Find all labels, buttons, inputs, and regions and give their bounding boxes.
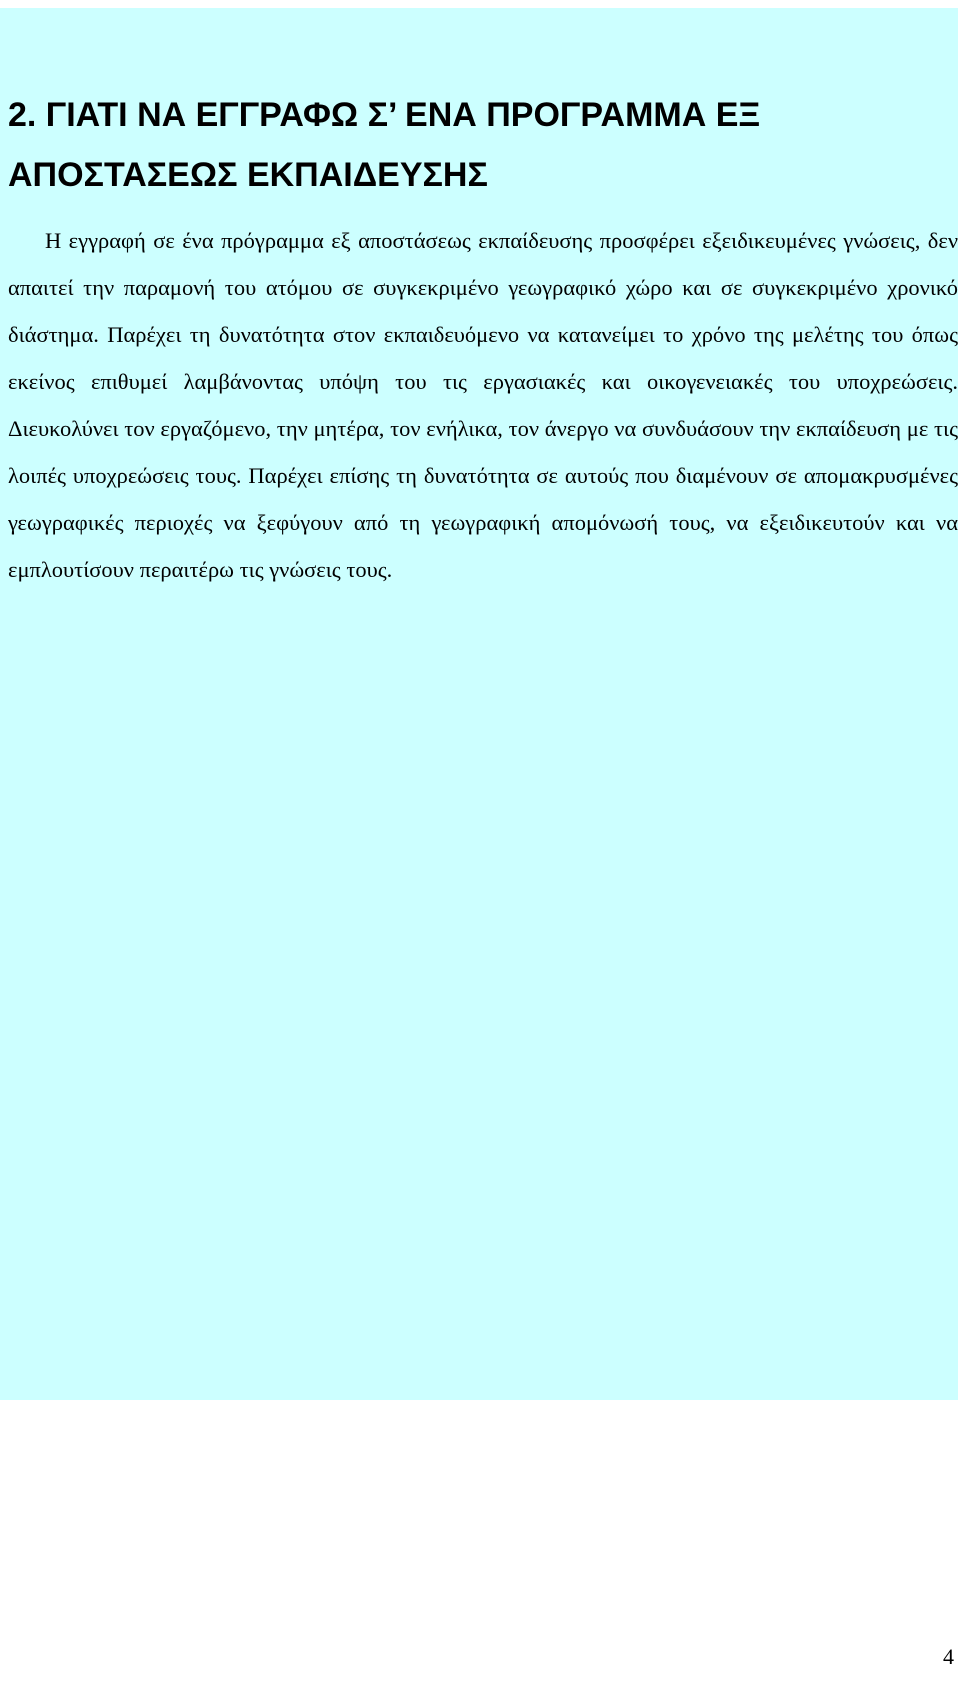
- body-paragraph: Η εγγραφή σε ένα πρόγραμμα εξ αποστάσεως εκπαίδευσης προσφέρει εξειδικευμένες γνώσεις, δεν απαιτεί την παραμονή του ατόμου σε συγκεκριμένο γεωγραφικό χώρο και σε συγκεκριμένο χρονικό διάστημα. Παρέχει τη δυνατότητα στον εκπαιδευόμενο να κατανείμει το χρόνο της μελέτης του όπως εκείνος επιθυμεί λαμβάνοντας υπόψη του τις εργασιακές και οικογενειακές του υποχρεώσεις. Διευκολύνει τον εργαζόμενο, την μητέρα, τον ενήλικα, τον άνεργο να συνδυάσουν την εκπαίδευση με τις λοιπές υποχρεώσεις τους. Παρέχει επίσης τη δυνατότητα σε αυτούς που διαμένουν σε απομακρυσμένες γεωγραφικές περιοχές να ξεφύγουν από τη γεωγραφική απομόνωσή τους, να εξειδικευτούν και να εμπλουτίσουν περαιτέρω τις γνώσεις τους.: [8, 228, 958, 582]
- highlighted-content-panel: [0, 8, 958, 1400]
- page-number: 4: [943, 1644, 954, 1669]
- section-heading: 2. ΓΙΑΤΙ ΝΑ ΕΓΓΡΑΦΩ Σ’ ΕΝΑ ΠΡΟΓΡΑΜΜΑ ΕΞ ΑΠΟΣΤΑΣΕΩΣ ΕΚΠΑΙΔΕΥΣΗΣ: [8, 96, 761, 194]
